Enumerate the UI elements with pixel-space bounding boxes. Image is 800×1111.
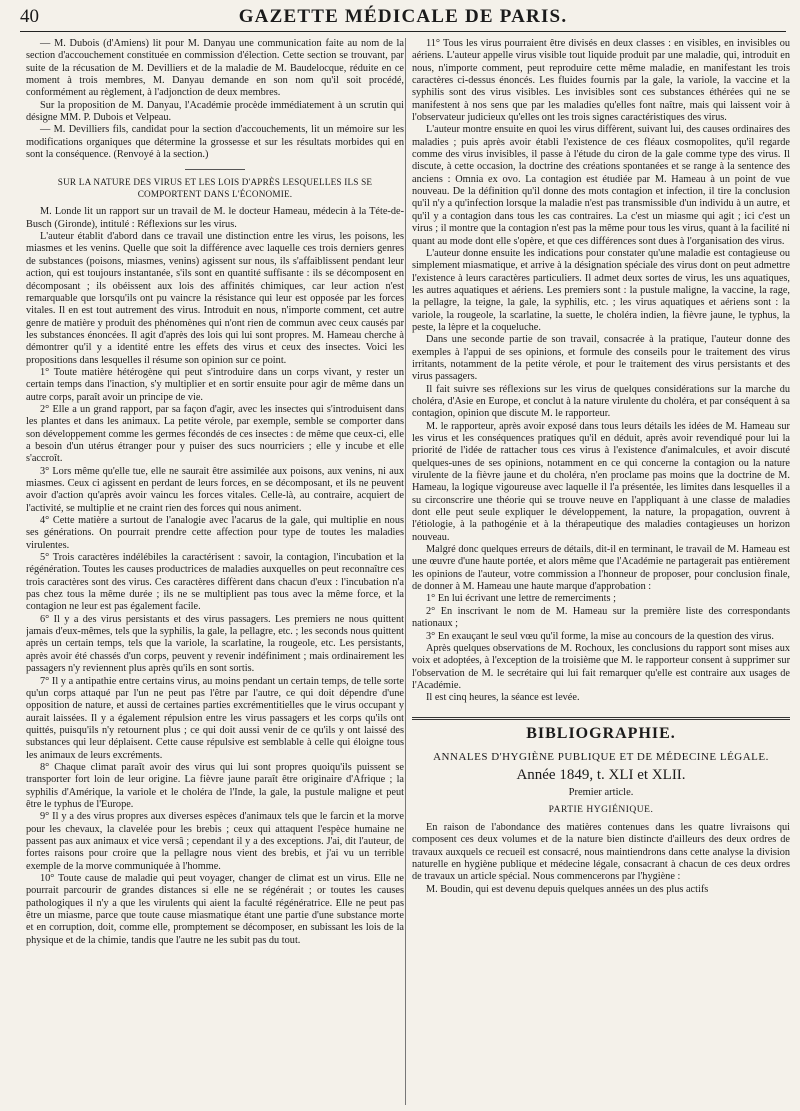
bibliographie-title: BIBLIOGRAPHIE. (526, 724, 676, 742)
paragraph: Sur la proposition de M. Danyau, l'Académie procède immédiatement à un scrutin qui désigne MM. P. Dubois et Velpeau. (26, 99, 404, 124)
paragraph: Après quelques observations de M. Rochoux, les conclusions du rapport sont mises aux voix et adoptées, à l'exception de la troisième que M. le rapporteur consent à supprimer sur l'observation de M. le secrétaire qui lui fait remarquer qu'elle est contraire aux usages de l'Académie. (412, 642, 790, 691)
premier-article: Premier article. (568, 787, 634, 799)
paragraph: 8° Chaque climat paraît avoir des virus qui lui sont propres quoiqu'ils puissent se transporter fort loin de leur origine. La fièvre jaune paraît être originaire d'Afrique ; la syphilis d'Amérique, la variole et le choléra de l'Inde, la gale, la pustule maligne et peut être le typhus de l'Europe. (26, 761, 404, 810)
paragraph: — M. Devilliers fils, candidat pour la section d'accouchements, lit un mémoire sur les modifications organiques que détermine la grossesse et sur les résultats morbides qui en sont la conséquence. (Renvoyé à la section.) (26, 124, 404, 161)
paragraph: M. le rapporteur, après avoir exposé dans tous leurs détails les idées de M. Hameau sur les virus et les conséquences pratiques qu'il en déduit, après avoir revendiqué pour lui la priorité de l'idée de rattacher tous ces virus à l'existence d'animalcules, et avoir discuté quelques-unes de ses opinions, notamment en ce qui concerne la contagion ou la nature virulente de la fièvre jaune et du choléra, n'en proclame pas moins que la doctrine de M. Hameau, la logique vigoureuse avec laquelle il l'a présentée, les limites dans lesquelles il a su circonscrire une théorie qui se trouve neuve en l'appliquant à une classe de maladies dont elle peut seule expliquer le développement, la nature, la propagation, ouvrent à l'étiologie, à la pathogénie et à la thérapeutique des maladies contagieuses un horizon nouveau. (412, 420, 790, 543)
section-title: SUR LA NATURE DES VIRUS ET LES LOIS D'APRÈS LESQUELLES ILS SE COMPORTENT DANS L'ÉCONOMIE. (26, 169, 404, 200)
page-number: 40 (20, 6, 39, 27)
partie-hygienique: PARTIE HYGIÉNIQUE. (548, 804, 654, 815)
column-divider (405, 38, 406, 1105)
paragraph: 4° Cette matière a surtout de l'analogie avec l'acarus de la gale, qui multiplie en nous ses générations. On pourrait prendre cette affection pour type de toutes les maladies virulentes. (26, 515, 404, 551)
paragraph: 3° En exauçant le seul vœu qu'il forme, la mise au concours de la question des virus. (426, 630, 774, 642)
paragraph: 2° En inscrivant le nom de M. Hameau sur la première liste des correspondants nationaux ; (412, 605, 790, 630)
paragraph: 3° Lors même qu'elle tue, elle ne saurait être assimilée aux poisons, aux venins, ni aux miasmes. Ceux ci agissent en perdant de leurs forces, en se décomposant, et ils ne peuvent avoir d'action qu'après avoir vaincu les forces vitales. Celle-là, au contraire, acquiert de l'activité, se multiplie et ne craint rien des forces qui nous animent. (26, 465, 404, 514)
annales-year: Année 1849, t. XLI et XLII. (516, 766, 686, 783)
paragraph: L'auteur montre ensuite en quoi les virus diffèrent, suivant lui, des causes ordinaires des maladies ; puis après avoir établi l'existence de ces fléaux cosmopolites, qu'il regarde comme des virus invisibles, il passe à l'étude du ciron de la gale comme type des virus. Il discute, à cette occasion, la doctrine des créations spontanées et se range à la sentence des anciens : Omnia ex ovo. La contagion est étudiée par M. Hameau à un point de vue nouveau. De la définition qu'il donne des mots contagion et infection, il tire la conclusion qu'il n'y a qu'infection lorsque la maladie n'est pas transmissible d'un individu à un autre, et qu'il y a contagion dans tous les cas contraires. La c'est un miasme qui agit ; ici c'est un virus ; il montre que la contagion n'est pas la même pour tous les virus, quant à la facilité ni quant au mode dont elle s'opère, et que ces différences sont dues à l'organisation des virus. (412, 124, 790, 247)
right-column (412, 38, 790, 1111)
paragraph: Dans une seconde partie de son travail, consacrée à la pratique, l'auteur donne des exemples à l'appui de ses opinions, et formule des conseils pour le traitement des virus irritants, notamment de la petite vérole, et pour le traitement des virus persistants et des virus passagers. (412, 334, 790, 383)
paragraph: L'auteur établit d'abord dans ce travail une distinction entre les virus, les poisons, les miasmes et les venins. Quelle que soit la différence avec laquelle ces trois derniers genres de substances (poisons, miasmes, venins) agissent sur nous, ils s'affaiblissent pendant leur action, qui est toujours instantanée, s'ils sont en quantité suffisante : ils se décomposent en décomposant ; ils obéissent aux lois des affinités chimiques, car leur action n'est remarquable que lorsqu'ils ont pu vaincre la résistance qui leur est opposée par les forces vitales. Il en est tout autrement des virus. Introduit en nous, n'importe comment, cet autre genre de matière y produit des phénomènes qui n'ont rien de commun avec ceux causés par les substances énoncées. Il agit d'après des lois qui lui sont propres. M. Hameau cherche à démontrer qu'il y a identité entre les effets des virus et ceux des insectes. Voici les propositions dans lesquelles il résume son opinion sur ce point. (26, 231, 404, 366)
annales-title: ANNALES D'HYGIÈNE PUBLIQUE ET DE MÉDECINE LÉGALE. (433, 750, 769, 763)
running-head (20, 6, 786, 32)
paragraph: En raison de l'abondance des matières contenues dans les quatre livraisons qui composent ces deux volumes et de la nature bien distincte d'ailleurs des deux ordres de travaux auxquels ce recueil est consacré, nous maintiendrons dans cette analyse la division naturelle en hygiène publique et médecine légale, consacrant à chacun de ces deux ordres de travaux un article spécial. Nous commencerons par l'hygiène : (412, 821, 790, 883)
header-rule (20, 31, 786, 32)
left-column (26, 38, 404, 1111)
paragraph: Il est cinq heures, la séance est levée. (426, 692, 580, 704)
paragraph: 1° Toute matière hétérogène qui peut s'introduire dans un corps vivant, y rester un certain temps dans l'inaction, s'y multiplier et en sortir ensuite pour agir de même dans un autre corps, paraît avoir un principe de vie. (26, 366, 404, 403)
journal-title: GAZETTE MÉDICALE DE PARIS. (238, 6, 568, 27)
paragraph: 7° Il y a antipathie entre certains virus, au moins pendant un certain temps, de telle sorte qu'un corps attaqué par l'un ne peut pas l'être par l'autre, ce qui doit dépendre d'une opposition de nature, et aussi de certaines parties excrémentitielles que le virus occupant y aurait laissées. Il y a également répulsion entre les virus passagers et les corps qu'ils ont quittés, puisqu'ils n'y retournent plus ; ce qui doit aussi venir de ce qu'ils y ont laissé des substances qui leur déplaisent. Cette cause répulsive est semblable à celle qui éloigne tous les animaux de leurs excréments. (26, 675, 404, 761)
paragraph: Il fait suivre ses réflexions sur les virus de quelques considérations sur la marche du choléra, d'Asie en Europe, et conclut à la nature virulente du choléra, et par conséquent à sa contagion, opinion que discute M. le rapporteur. (412, 383, 790, 420)
paragraph: 1° En lui écrivant une lettre de remerciments ; (426, 593, 616, 605)
bibliographie-rule (412, 717, 790, 720)
paragraph: L'auteur donne ensuite les indications pour constater qu'une maladie est contagieuse ou simplement miasmatique, et arrive à la désignation spéciale des virus dont on peut admettre l'existence à leurs caractères particuliers. Il admet deux sortes de virus, les uns aquatiques, les autres aquatiques et aériens. Les premiers sont : la pustule maligne, la vaccine, la rage, la pellagre, la teigne, la gale, la syphilis, etc. ; les virus aquatiques et aériens sont : la variole, la rougeole, la scarlatine, la suette, le choléra indien, la fièvre jaune, le typhus, la peste, la lèpre et la coqueluche. (412, 247, 790, 333)
paragraph: M. Boudin, qui est devenu depuis quelques années un des plus actifs (426, 883, 709, 895)
columns (20, 38, 790, 1111)
paragraph: 2° Elle a un grand rapport, par sa façon d'agir, avec les insectes qui s'introduisent dans les plantes et dans les animaux. La petite vérole, par exemple, semble se comporter dans son développement comme les germes fécondés de ces insectes : de même que ceux-ci, elle a besoin d'un utérus étranger pour y puiser des sucs nourriciers ; elle y incube et elle s'accroît. (26, 403, 404, 465)
paragraph: 10° Toute cause de maladie qui peut voyager, changer de climat est un virus. Elle ne pourrait parcourir de grandes distances si elle ne se régénérait ; or toutes les causes pathologiques il n'y a que les virulents qui aient la faculté régénératrice. Elle ne peut pas être un miasme, parce que toute cause miasmatique étant une partie d'une substance morte et en corruption, doit, comme elle, promptement se décomposer, en subissant les lois de la physique et de la chimie, tandis que l'autre ne les subit pas du tout. (26, 873, 404, 946)
paragraph: 9° Il y a des virus propres aux diverses espèces d'animaux tels que le farcin et la morve pour les chevaux, la clavelée pour les brebis ; ceux qui attaquent l'espèce humaine ne passent pas aux animaux et vice versâ ; cependant il y a des exceptions. J'ai, dit l'auteur, de fortes raisons pour croire que la pellagre nous vient des brebis, et j'ai vu un terrible exemple de la morve communiquée à l'homme. (26, 811, 404, 872)
paragraph: 6° Il y a des virus persistants et des virus passagers. Les premiers ne nous quittent jamais d'eux-mêmes, tels que la syphilis, la gale, la pellagre, etc. ; les seconds nous quittent après un certain temps, tels que la variole, la scarlatine, la rougeole, etc. Les persistants, après avoir été chassés d'un corps, peuvent y revenir indéfiniment ; mais ordinairement les passagers n'y reviennent plus après qu'ils en sont sortis. (26, 613, 404, 675)
paragraph: 5° Trois caractères indélébiles la caractérisent : savoir, la contagion, l'incubation et la régénération. Toutes les causes productrices de maladies auxquelles on peut reconnaître ces trois caractères sont des virus. Ces caractères diffèrent dans chacun d'eux : l'incubation n'a pas chez tous la même durée ; ils ne se multiplient pas tous avec la même force, et la contagion ne leur est pas également facile. (26, 552, 404, 613)
paragraph: 11° Tous les virus pourraient être divisés en deux classes : en visibles, en invisibles ou aériens. L'auteur appelle virus visible tout liquide produit par une maladie, qui, introduit en nous, n'importe comment, peut reproduire cette même maladie, en manifestant les trois caractères ci-dessus énoncés. Les fluides fournis par la gale, la variole, la vaccine et la syphilis sont des virus visibles. Les invisibles sont ces substances éthérées qui ne se manifestent à nos sens que par les maladies qu'elles font naître, mais qui laissent voir à l'observateur judicieux qu'elles ont les trois signes caractéristiques des virus. (412, 38, 790, 124)
paragraph: — M. Dubois (d'Amiens) lit pour M. Danyau une communication faite au nom de la section d'accouchement constituée en commission d'élection. Cette section se trouvant, par suite de la récusation de M. Devilliers et de la maladie de M. Baudelocque, réduite en ce moment à trois membres, M. Danyau demande en son nom qu'il soit procédé, conformément au règlement, à l'adjonction de deux membres. (26, 38, 404, 99)
paragraph: M. Londe lit un rapport sur un travail de M. le docteur Hameau, médecin à la Téte-de-Busch (Gironde), intitulé : Réflexions sur les virus. (26, 206, 404, 230)
paragraph: Malgré donc quelques erreurs de détails, dit-il en terminant, le travail de M. Hameau est une œuvre d'une haute portée, et alors même que l'Académie ne partagerait pas entièrement les opinions de l'auteur, votre commission a l'honneur de proposer, pour conclusion finale, de donner à M. Hameau une haute marque d'approbation : (412, 544, 790, 593)
